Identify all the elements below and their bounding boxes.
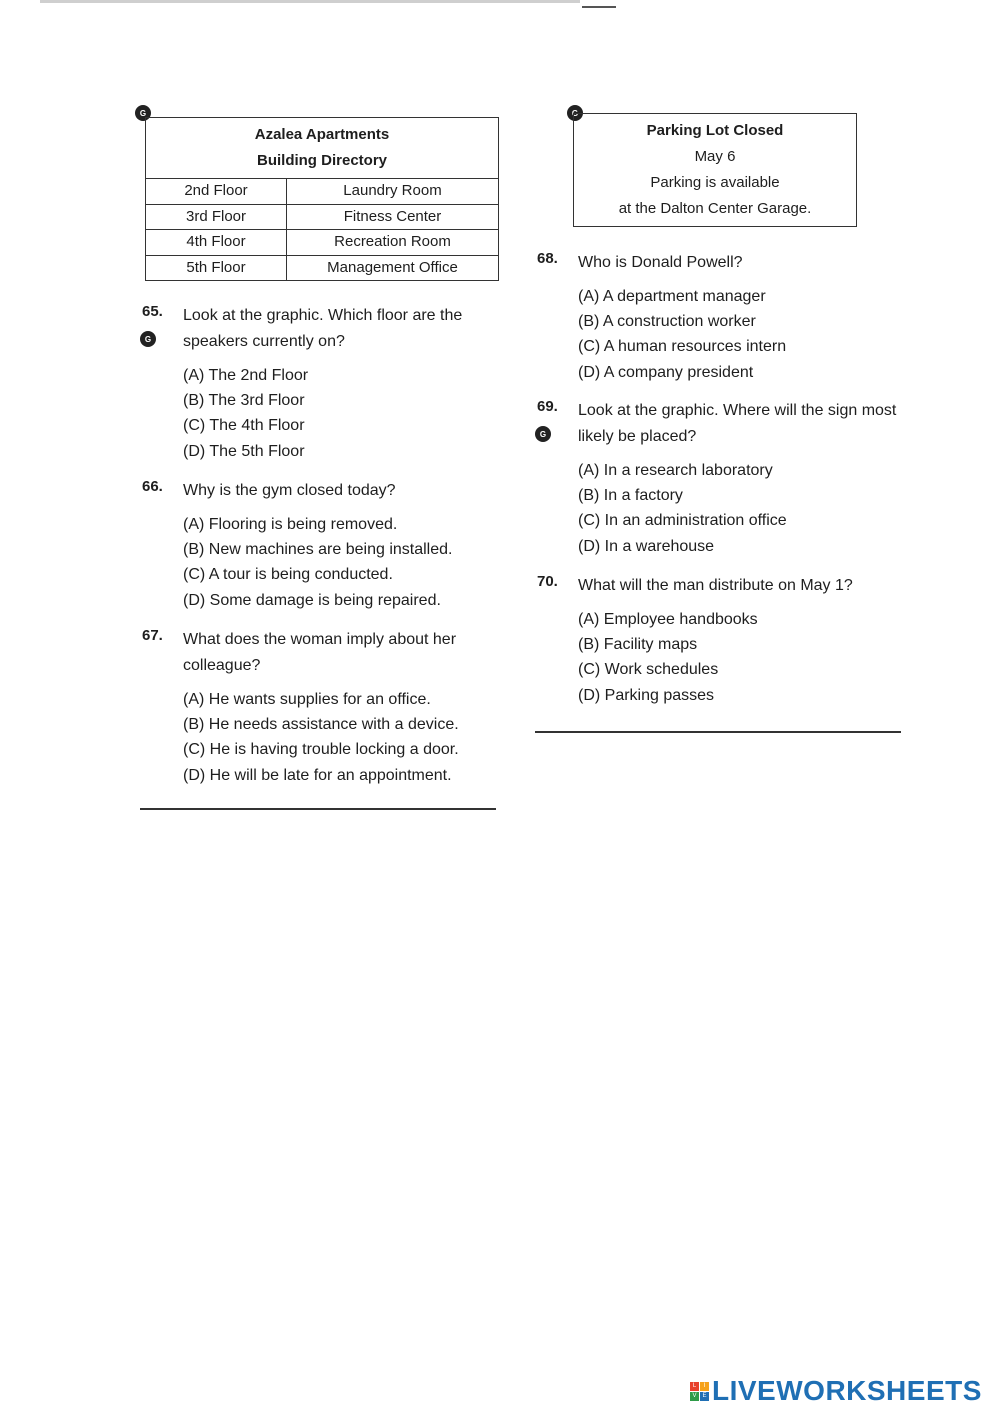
question-number: 68. [537, 250, 558, 267]
answer-option-b[interactable]: (B) The 3rd Floor [183, 392, 305, 410]
graphic-icon: G [140, 331, 156, 347]
question-text: Look at the graphic. Which floor are the speakers currently on? [183, 307, 463, 350]
answer-option-c[interactable]: (C) A tour is being conducted. [183, 566, 393, 584]
section-end-line-right [535, 731, 901, 733]
answer-option-a[interactable]: (A) A department manager [578, 288, 766, 305]
question-text: What does the woman imply about her colleague? [183, 631, 457, 674]
options-list [578, 284, 905, 385]
question-text: Who is Donald Powell? [578, 254, 743, 271]
question-number: 66. [142, 478, 163, 495]
place-cell: Recreation Room [334, 233, 451, 250]
answer-option-d[interactable]: (D) Parking passes [578, 686, 715, 704]
answer-option-a[interactable]: (A) Employee handbooks [578, 611, 758, 628]
answer-option-d[interactable]: (D) A company president [578, 363, 754, 381]
answer-option-c[interactable]: (C) A human resources intern [578, 338, 787, 356]
sign-title: Parking Lot Closed [646, 122, 784, 139]
liveworksheets-brand [690, 1375, 982, 1407]
floor-cell: 3rd Floor [146, 205, 287, 230]
sign-line-2: at the Dalton Center Garage. [618, 200, 812, 217]
answer-option-b[interactable]: (B) He needs assistance with a device. [183, 716, 459, 734]
question-number: 70. [537, 573, 558, 590]
floor-cell: 2nd Floor [146, 179, 287, 204]
table-row [146, 178, 498, 204]
question-66 [140, 478, 510, 613]
answer-option-a[interactable]: (A) The 2nd Floor [183, 367, 309, 384]
sign-date: May 6 [694, 148, 736, 165]
directory-title: Azalea Apartments [254, 126, 390, 143]
place-cell: Fitness Center [343, 207, 442, 225]
answer-option-d[interactable]: (D) Some damage is being repaired. [183, 591, 441, 609]
answer-option-a[interactable]: (A) In a research laboratory [578, 462, 773, 479]
answer-option-b[interactable]: (B) New machines are being installed. [183, 541, 453, 559]
question-text: What will the man distribute on May 1? [578, 577, 853, 594]
top-edge-line [40, 0, 580, 3]
answer-option-b[interactable]: (B) Facility maps [578, 636, 698, 654]
table-row [146, 255, 498, 281]
answer-option-c[interactable]: (C) Work schedules [578, 661, 719, 679]
top-dash-mark [582, 6, 616, 8]
answer-option-b[interactable]: (B) In a factory [578, 487, 683, 505]
floor-cell: 4th Floor [146, 230, 287, 255]
logo-tile: E [700, 1392, 709, 1401]
question-text: Look at the graphic. Where will the sign most likely be placed? [578, 402, 897, 445]
question-65 [140, 303, 510, 464]
building-directory-table [145, 117, 499, 281]
options-list [183, 512, 510, 613]
options-list [183, 687, 510, 788]
question-text: Why is the gym closed today? [183, 482, 396, 499]
question-number: 65. [142, 303, 163, 320]
sign-line-1: Parking is available [650, 174, 780, 191]
answer-option-a[interactable]: (A) He wants supplies for an office. [183, 691, 431, 708]
question-68 [535, 250, 905, 385]
answer-option-c[interactable]: (C) He is having trouble locking a door. [183, 741, 459, 759]
table-row [146, 204, 498, 230]
logo-tile: L [690, 1382, 699, 1391]
place-cell: Management Office [327, 258, 458, 276]
question-70 [535, 573, 905, 708]
directory-header [146, 118, 498, 178]
floor-cell: 5th Floor [146, 256, 287, 281]
answer-option-d[interactable]: (D) The 5th Floor [183, 442, 305, 460]
answer-option-d[interactable]: (D) He will be late for an appointment. [183, 766, 452, 784]
section-end-line-left [140, 808, 496, 810]
question-number: 69. [537, 398, 558, 415]
place-cell: Laundry Room [343, 182, 442, 199]
table-row [146, 229, 498, 255]
graphic-icon: G [567, 105, 583, 121]
graphic-icon: G [135, 105, 151, 121]
answer-option-b[interactable]: (B) A construction worker [578, 313, 756, 331]
answer-option-c[interactable]: (C) The 4th Floor [183, 417, 305, 435]
logo-tile: I [700, 1382, 709, 1391]
question-69 [535, 398, 905, 559]
question-number: 67. [142, 627, 163, 644]
options-list [578, 607, 905, 708]
brand-name: LIVEWORKSHEETS [712, 1375, 982, 1406]
parking-sign [573, 113, 857, 227]
answer-option-c[interactable]: (C) In an administration office [578, 512, 787, 530]
question-67 [140, 627, 510, 788]
options-list [183, 363, 510, 464]
answer-option-d[interactable]: (D) In a warehouse [578, 537, 715, 555]
options-list [578, 458, 905, 559]
logo-tile: V [690, 1392, 699, 1401]
graphic-icon: G [535, 426, 551, 442]
liveworksheets-logo-icon [690, 1382, 709, 1401]
directory-subtitle: Building Directory [256, 152, 387, 169]
answer-option-a[interactable]: (A) Flooring is being removed. [183, 516, 398, 533]
